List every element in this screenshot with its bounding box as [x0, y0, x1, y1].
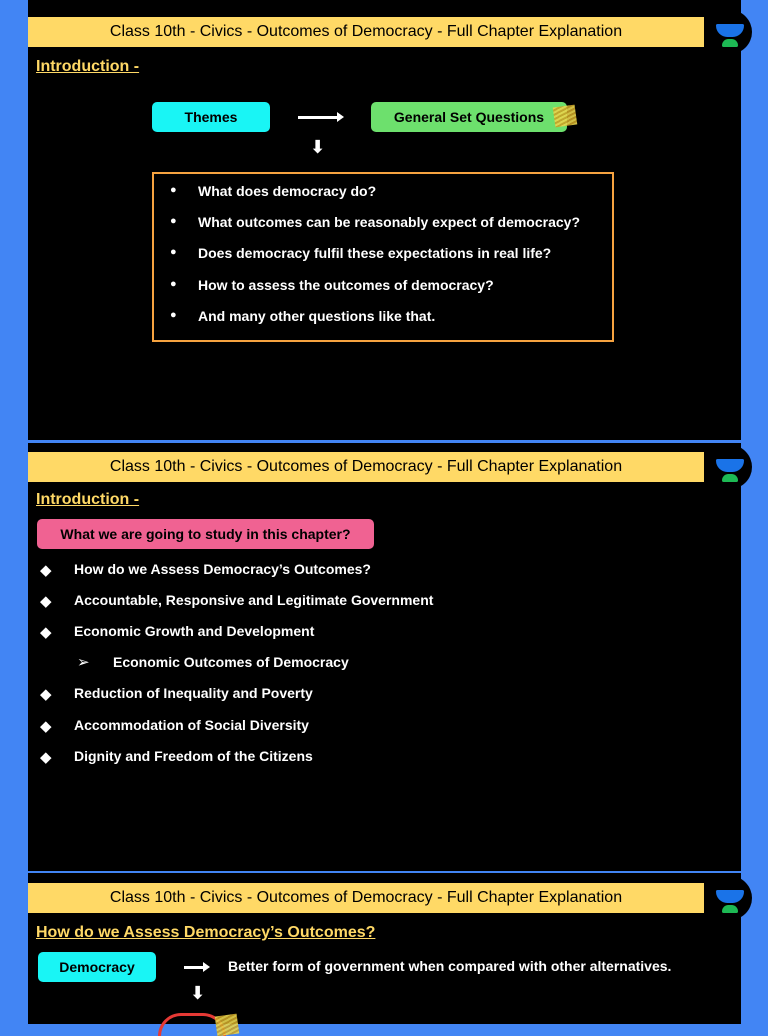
democracy-definition: Better form of government when compared with other alternatives. [228, 958, 672, 974]
diamond-bullet-icon: ◆ [40, 593, 52, 610]
sticker-icon [553, 105, 578, 128]
diamond-bullet-icon: ◆ [40, 718, 52, 735]
slide-title-bar [28, 883, 704, 913]
section-heading: Introduction - [36, 491, 140, 508]
arrow-right-icon [298, 116, 338, 119]
diamond-bullet-icon: ◆ [40, 624, 52, 641]
subtopic-item: ➢ Economic Outcomes of Democracy [77, 654, 349, 671]
brand-logo-icon [708, 876, 752, 920]
study-label: What we are going to study in this chapter? [60, 526, 351, 542]
general-questions-pill [371, 102, 567, 132]
general-questions-label: General Set Questions [393, 109, 545, 125]
democracy-pill [38, 952, 156, 982]
arrow-down-icon: ⬇ [190, 983, 206, 1003]
question-item: ● How to assess the outcomes of democracy? [198, 277, 494, 293]
question-item: ● And many other questions like that. [198, 308, 435, 324]
topic-item: ◆ Reduction of Inequality and Poverty [40, 685, 313, 703]
slide-title-bar [28, 452, 704, 482]
themes-pill [152, 102, 270, 132]
brand-logo-icon [708, 10, 752, 54]
slide-2 [28, 443, 741, 871]
sticker-icon [215, 1014, 240, 1036]
question-item: ● What outcomes can be reasonably expect of democracy? [198, 214, 580, 230]
topic-item: ◆ Economic Growth and Development [40, 623, 315, 641]
diamond-bullet-icon: ◆ [40, 749, 52, 766]
questions-box [152, 172, 614, 342]
section-heading: How do we Assess Democracy’s Outcomes? [36, 924, 376, 941]
study-pill [37, 519, 374, 549]
arrow-down-icon: ⬇ [310, 137, 326, 157]
themes-label: Themes [184, 109, 238, 125]
slide-title: Class 10th - Civics - Outcomes of Democracy - Full Chapter Explanation [109, 889, 623, 906]
brand-logo-icon [708, 445, 752, 489]
slide-title: Class 10th - Civics - Outcomes of Democracy - Full Chapter Explanation [109, 23, 623, 40]
topic-item: ◆ Accommodation of Social Diversity [40, 717, 309, 735]
slide-1 [28, 0, 741, 440]
question-item: ● Does democracy fulfil these expectations in real life? [198, 245, 551, 261]
topic-item: ◆ Dignity and Freedom of the Citizens [40, 748, 313, 766]
section-heading: Introduction - [36, 58, 140, 75]
arrowhead-bullet-icon: ➢ [77, 654, 90, 671]
diamond-bullet-icon: ◆ [40, 562, 52, 579]
slide-3 [28, 873, 741, 1024]
arrow-right-icon [184, 966, 204, 969]
slide-title: Class 10th - Civics - Outcomes of Democracy - Full Chapter Explanation [109, 458, 623, 475]
question-item: ● What does democracy do? [198, 183, 376, 199]
democracy-label: Democracy [59, 959, 135, 975]
topic-item: ◆ Accountable, Responsive and Legitimate Government [40, 592, 434, 610]
topic-item: ◆ How do we Assess Democracy’s Outcomes? [40, 561, 371, 579]
diamond-bullet-icon: ◆ [40, 686, 52, 703]
slide-title-bar [28, 17, 704, 47]
